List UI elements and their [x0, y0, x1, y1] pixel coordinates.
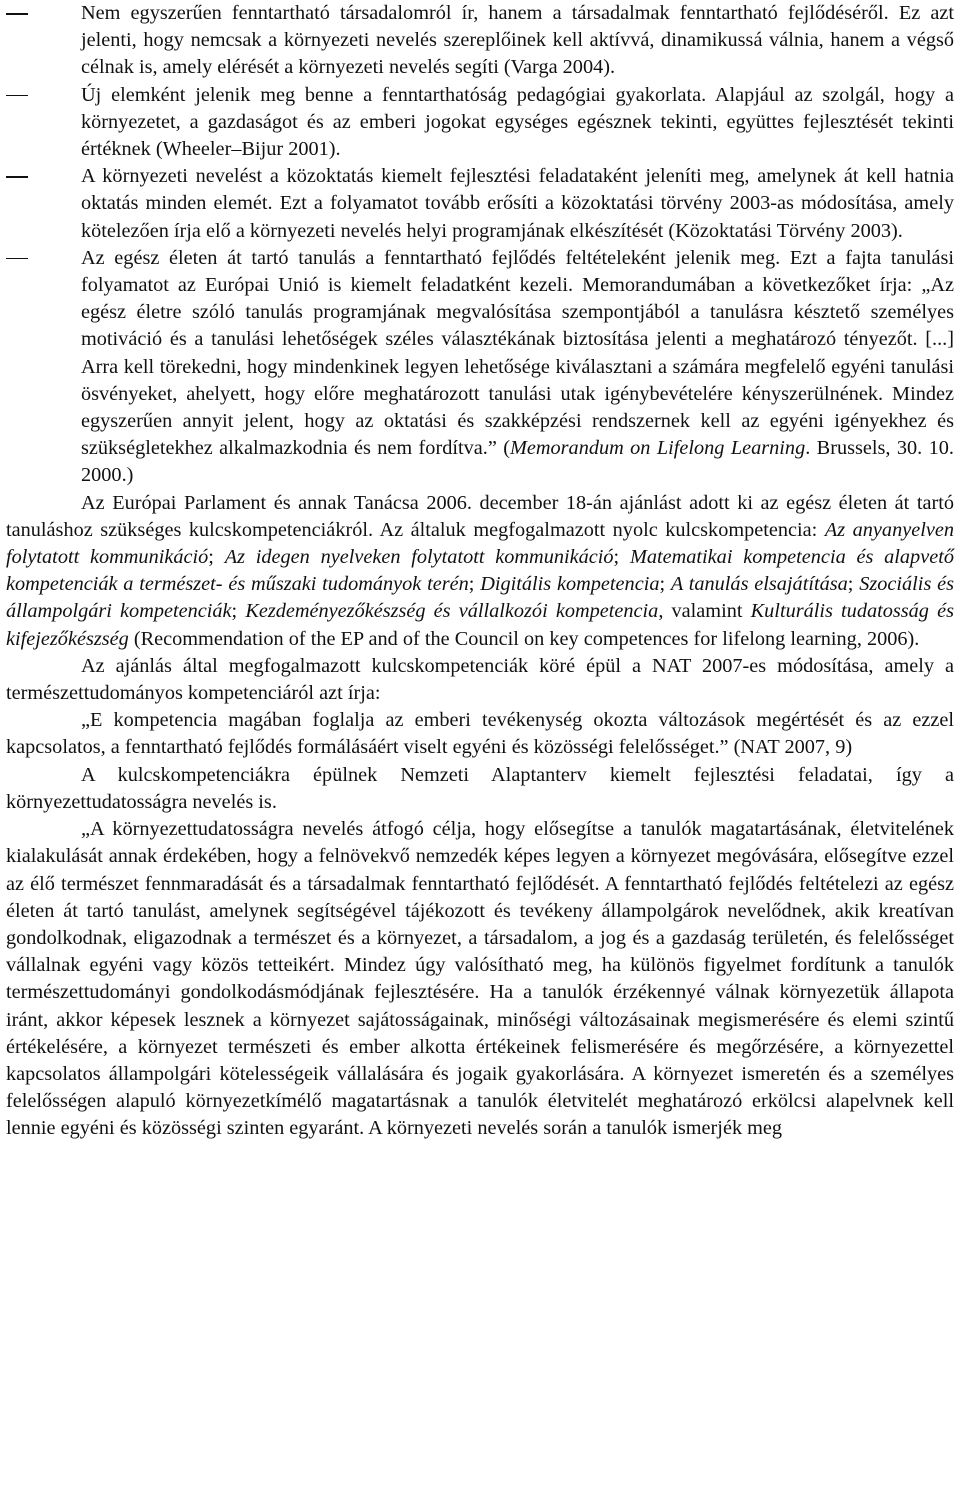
competence-item: Az anyanyelven folytatott kommunikáció [6, 518, 954, 569]
paragraph-text: Az Európai Parlament és annak Tanácsa 2006. december 18-án ajánlást adott ki az egész életen át tartó tanuláshoz szükséges kulcskompetenciákról. Az általuk megfogalmazott nyolc kulcskompetencia: [6, 491, 954, 541]
bullet-text: Nem egyszerűen fenntartható társadalomról ír, hanem a társadalmak fenntartható fejlődéséről. Ez azt jelenti, hogy nemcsak a környezeti nevelés szereplőinek kell aktívvá, dinamikussá válnia, hanem a végső célnak is, amely elérését a környezeti nevelés segíti (Varga 2004). [81, 2, 954, 79]
bullet-item [6, 163, 954, 245]
quote-environmental-education: „A környezettudatosságra nevelés átfogó célja, hogy elősegítse a tanulók magatartásának, életvitelének kialakulását annak érdekében, hogy a felnövekvő nemzedék képes legyen a környezet megóvására, elősegítve ezzel az élő természet fennmaradását és a társadalmak fenntartható fejlődését. A fenntartható fejlődés feltételezi az egész életen át tartó tanulást, amelynek segítségével tájékozott és tevékeny állampolgárok nevelődnek, akik kreatívan gondolkodnak, eligazodnak a természet és a környezet, a társadalom, a jog és a gazdaság területén, és felelősséget vállalnak egyéni vagy közös tetteikért. Mindez úgy valósítható meg, ha különös figyelmet fordítunk a tanulók természettudományi gondolkodásmódjának fejlesztésére. Ha a tanulók érzékennyé válnak környezetük állapota iránt, akkor képesek lesznek a környezet sajátosságainak, minőségi változásainak megismerésére és elemi szintű értékelésére, a környezet természeti és ember alkotta értékeinek felismerésére és megőrzésére, a környezettel kapcsolatos állampolgári kötelességeik vállalására és jogaik gyakorlására. A környezet ismeretén és a személyes felelősségen alapuló környezetkímélő magatartásnak a tanulók életvitelét meghatározó erkölcsi alapelvnek kell lennie egyéni és közösségi szinten egyaránt. A környezeti nevelés során a tanulók ismerjék meg [6, 818, 954, 1140]
separator: , valamint [658, 600, 751, 623]
bullet-citation-tail: . Brussels, 30. 10. 2000.) [81, 437, 954, 487]
separator: ; [847, 573, 860, 596]
quote-nat: „E kompetencia magában foglalja az emberi tevékenység okozta változások megértését és az ezzel kapcsolatos, a fenntartható fejlődés formálásáért viselt egyéni és közösségi felelősséget.” (NAT 2007, 9) [6, 709, 954, 759]
bullet-item [6, 0, 954, 82]
competence-item: Szociális és állampolgári kompetenciák [6, 573, 955, 623]
competence-item: Matematikai kompetencia és alapvető kompetenciák a természet- és műszaki tudományok terén [6, 546, 954, 596]
paragraph-kulcskompetenciak: A kulcskompetenciákra épülnek Nemzeti Alaptanterv kiemelt fejlesztési feladatai, így a környezettudatosságra nevelés is. [6, 763, 954, 813]
competence-item: Digitális kompetencia [480, 573, 660, 596]
paragraph-nat: Az ajánlás által megfogalmazott kulcskompetenciák köré épül a NAT 2007-es módosítása, amely a természettudományos kompetenciáról azt írja: [6, 654, 954, 705]
bullet-item [6, 82, 954, 164]
competence-item: Kezdeményezőkészség és vállalkozói kompetencia [245, 600, 659, 623]
bullet-item [6, 245, 954, 490]
bullet-text: Új elemként jelenik meg benne a fenntarthatóság pedagógiai gyakorlata. Alapjául az szolgál, hogy a környezetet, a gazdaságot és az emberi jogokat egységes egésznek tekinti, együttes fejlesztését tekinti értéknek (Wheeler–Bijur 2001). [81, 83, 954, 161]
bullet-list [6, 0, 954, 490]
separator: ; [208, 546, 225, 569]
separator: ; [231, 600, 246, 623]
separator: ; [659, 573, 671, 596]
document-page [6, 0, 954, 1143]
competence-item: Kulturális tudatosság és kifejezőkészség [6, 600, 954, 650]
bullet-citation-title: Memorandum on Lifelong Learning [509, 437, 806, 460]
bullet-text: Az egész életen át tartó tanulás a fenntartható fejlődés feltételeként jelenik meg. Ezt a fajta tanulási folyamatot az Európai Unió is kiemelt feladatként kezeli. Memorandumában a következőket írja: „Az egész életre szóló tanulás programjának megvalósítása szempontjából a tanulásra késztető személyes motiváció és a tanulási lehetőségek széles választékának biztosítása jelenti a meghatározó tényezőt. [...] Arra kell törekedni, hogy mindenkinek legyen lehetősége kiválasztani a számára megfelelő egyéni tanulási ösvényeket, ahelyett, hogy előre meghatározott tanulási utak igénybevételére kényszerülnének. Mindez egyszerűen annyit jelent, hogy az oktatási és szakképzési rendszernek kell az egyéni igényekhez és szükségletekhez alkalmazkodnia és nem fordítva.” ( [81, 246, 954, 460]
paragraph-key-competences [6, 490, 954, 653]
competence-item: Az idegen nyelveken folytatott kommunikáció [224, 546, 614, 569]
separator: ; [468, 573, 481, 596]
competence-item: A tanulás elsajátítása [670, 573, 848, 596]
paragraph-text: (Recommendation of the EP and of the Council on key competences for lifelong learning, 2006). [128, 627, 920, 650]
bullet-text: A környezeti nevelést a közoktatás kiemelt fejlesztési feladataként jeleníti meg, amelynek át kell hatnia oktatás minden elemét. Ezt a folyamatot tovább erősíti a közoktatási törvény 2003-as módosítása, amely kötelezően írja elő a környezeti nevelés helyi programjának elkészítését (Közoktatási Törvény 2003). [81, 165, 954, 242]
separator: ; [613, 546, 630, 569]
